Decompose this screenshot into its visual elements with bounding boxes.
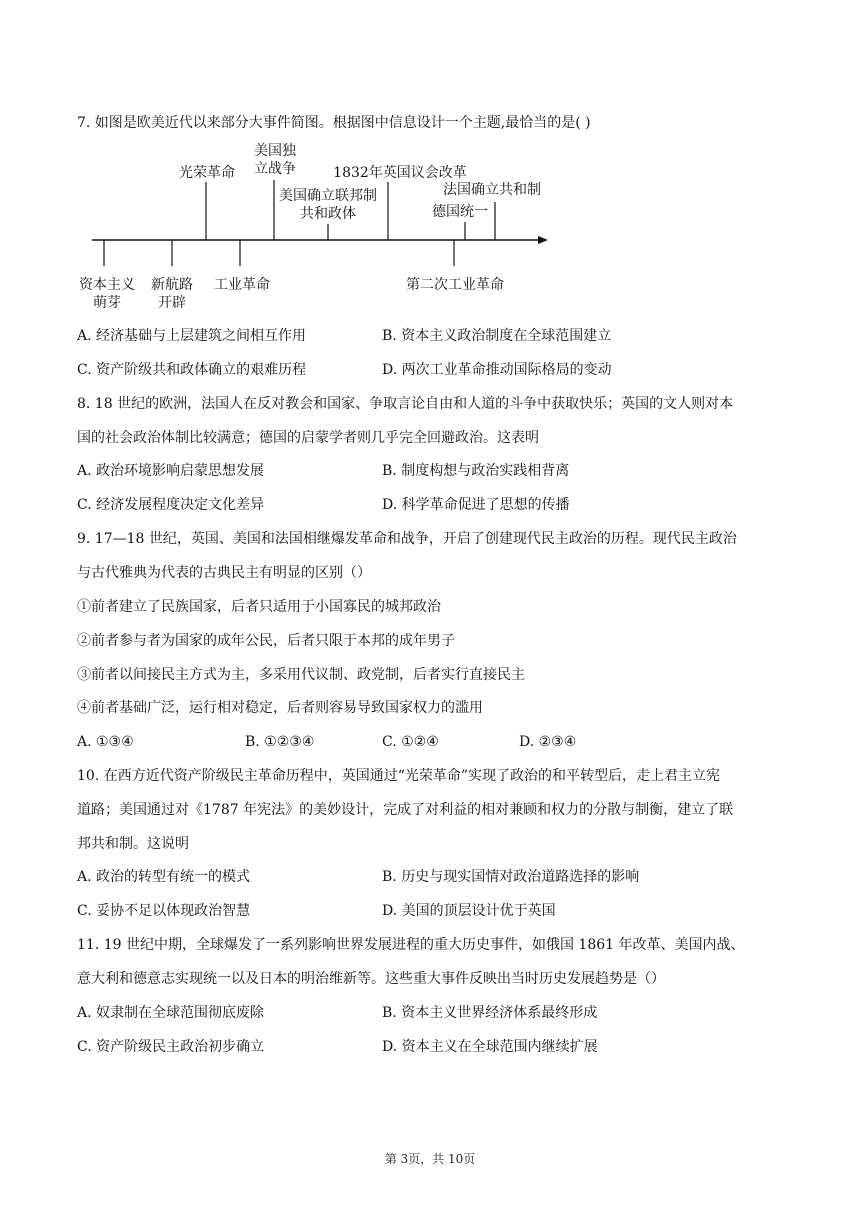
label-french-republic: 法国确立共和制 <box>443 182 541 198</box>
label-american-independence: 美国独 立战争 <box>254 143 296 177</box>
question-10-stem-line-3: 邦共和制。这说明 <box>77 836 189 852</box>
q10-option-c: C. 妥协不足以体现政治智慧 <box>77 903 251 919</box>
q9-option-b: B. ①②③④ <box>245 734 315 750</box>
question-9-stem-line-2: 与古代雅典为代表的古典民主有明显的区别（） <box>77 565 371 581</box>
question-10-stem-line-1: 10. 在西方近代资产阶级民主革命历程中，英国通过“光荣革命”实现了政治的和平转型后，走上君主立宪 <box>77 768 721 784</box>
q11-option-a: A. 奴隶制在全球范围彻底废除 <box>77 1005 265 1021</box>
question-9-statement-3: ③前者以间接民主方式为主，多采用代议制、政党制，后者实行直接民主 <box>77 667 525 683</box>
page-footer: 第 3页，共 10页 <box>384 1152 476 1166</box>
label-us-federal-republic: 美国确立联邦制 共和政体 <box>279 188 377 222</box>
question-11-stem-line-2: 意大利和德意志实现统一以及日本的明治维新等。这些重大事件反映出当时历史发展趋势是（） <box>77 971 665 987</box>
label-german-unification: 德国统一 <box>432 204 488 220</box>
question-9-statement-2: ②前者参与者为国家的成年公民，后者只限于本邦的成年男子 <box>77 633 455 649</box>
q8-option-a: A. 政治环境影响启蒙思想发展 <box>77 463 265 479</box>
label-1832-reform: 1832年英国议会改革 <box>333 165 467 181</box>
q7-option-a: A. 经济基础与上层建筑之间相互作用 <box>77 328 307 344</box>
q9-option-a: A. ①③④ <box>77 734 134 750</box>
q7-option-c: C. 资产阶级共和政体确立的艰难历程 <box>77 362 307 378</box>
question-8-stem-line-1: 8. 18 世纪的欧洲，法国人在反对教会和国家、争取言论自由和人道的斗争中获取快乐；英国的文人则对本 <box>77 396 734 412</box>
question-9-statement-4: ④前者基础广泛，运行相对稳定，后者则容易导致国家权力的滥用 <box>77 700 483 716</box>
q11-option-c: C. 资产阶级民主政治初步确立 <box>77 1039 265 1055</box>
question-7-stem: 7. 如图是欧美近代以来部分大事件简图。根据图中信息设计一个主题,最恰当的是( ) <box>77 115 591 131</box>
q10-option-b: B. 历史与现实国情对政治道路选择的影响 <box>382 869 640 885</box>
question-11-stem-line-1: 11. 19 世纪中期，全球爆发了一系列影响世界发展进程的重大历史事件，如俄国 1861 年改革、美国内战、 <box>77 937 745 953</box>
q7-option-b: B. 资本主义政治制度在全球范围建立 <box>382 328 612 344</box>
label-new-sea-routes: 新航路 开辟 <box>151 277 193 311</box>
question-8-stem-line-2: 国的社会政治体制比较满意；德国的启蒙学者则几乎完全回避政治。这表明 <box>77 430 539 446</box>
timeline-arrowhead <box>538 236 548 244</box>
question-10-stem-line-2: 道路；美国通过对《1787 年宪法》的美妙设计，完成了对利益的相对兼顾和权力的分散与制衡，建立了联 <box>77 802 734 818</box>
label-industrial-revolution: 工业革命 <box>214 277 270 293</box>
timeline-diagram <box>70 140 560 320</box>
question-9-statement-1: ①前者建立了民族国家，后者只适用于小国寡民的城邦政治 <box>77 599 441 615</box>
label-capitalism-sprouts: 资本主义 萌芽 <box>79 277 135 311</box>
question-9-stem-line-1: 9. 17—18 世纪，英国、美国和法国相继爆发革命和战争，开启了创建现代民主政治的历程。现代民主政治 <box>77 531 737 547</box>
q8-option-c: C. 经济发展程度决定文化差异 <box>77 497 265 513</box>
q10-option-d: D. 美国的顶层设计优于英国 <box>382 903 556 919</box>
label-glorious-revolution: 光荣革命 <box>179 165 235 181</box>
q8-option-d: D. 科学革命促进了思想的传播 <box>382 497 570 513</box>
label-second-industrial-revolution: 第二次工业革命 <box>406 277 504 293</box>
q8-option-b: B. 制度构想与政治实践相背离 <box>382 463 570 479</box>
q7-option-d: D. 两次工业革命推动国际格局的变动 <box>382 362 612 378</box>
q11-option-d: D. 资本主义在全球范围内继续扩展 <box>382 1039 598 1055</box>
q10-option-a: A. 政治的转型有统一的模式 <box>77 869 251 885</box>
q9-option-c: C. ①②④ <box>382 734 439 750</box>
q9-option-d: D. ②③④ <box>519 734 577 750</box>
q11-option-b: B. 资本主义世界经济体系最终形成 <box>382 1005 598 1021</box>
